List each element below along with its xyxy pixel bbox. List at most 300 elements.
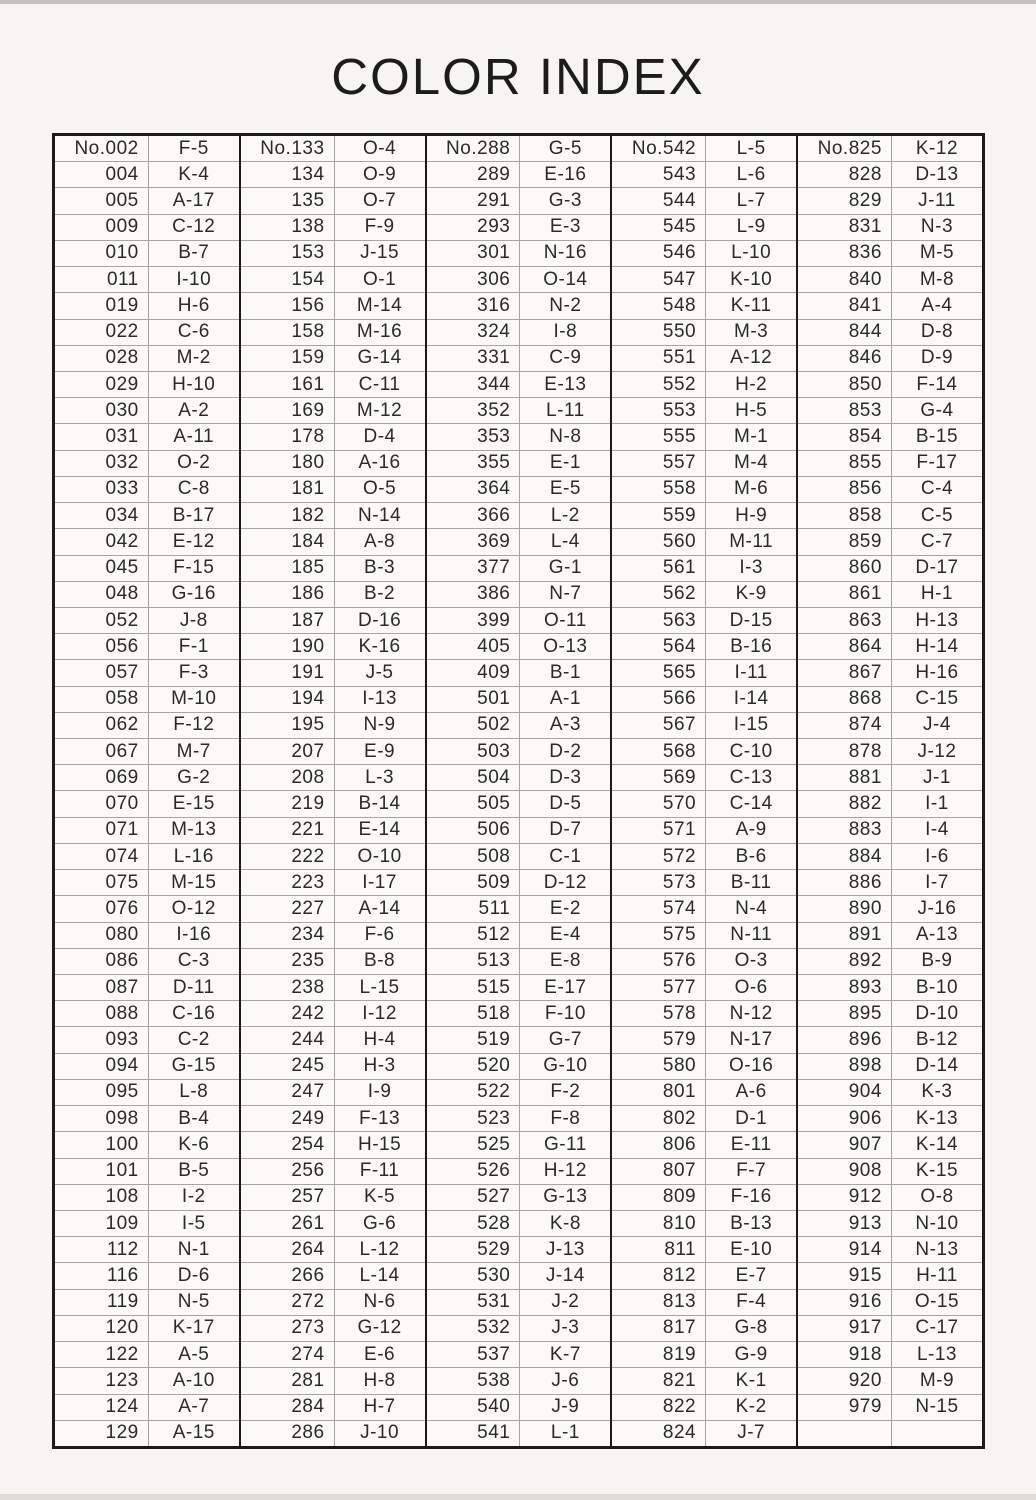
table-row (427, 1026, 611, 1052)
color-code-cell: N-7 (549, 583, 582, 605)
table-row (798, 633, 982, 659)
color-code-cell: C-14 (729, 793, 773, 815)
color-code-cell: F-15 (173, 557, 215, 579)
table-row (55, 345, 239, 371)
color-number-cell: 124 (55, 1395, 149, 1420)
color-number-cell: 005 (55, 188, 149, 213)
table-row (612, 738, 796, 764)
color-number-cell: 184 (241, 529, 335, 554)
color-code-cell: C-8 (177, 478, 210, 500)
table-row (798, 1158, 982, 1184)
color-number-cell: 856 (798, 477, 892, 502)
table-row (427, 764, 611, 790)
table-row (612, 371, 796, 397)
color-code-cell: H-10 (172, 373, 216, 395)
color-number-cell: 242 (241, 1001, 335, 1026)
table-row (241, 240, 425, 266)
table-row (427, 502, 611, 528)
color-code-cell: N-12 (729, 1002, 773, 1024)
color-code-cell: N-3 (920, 216, 954, 238)
color-number-cell: 552 (612, 372, 706, 397)
color-number-cell: 045 (55, 556, 149, 581)
color-number-cell: 829 (798, 188, 892, 213)
color-code-cell: F-16 (730, 1186, 772, 1208)
color-code-cell: N-15 (915, 1396, 959, 1418)
color-number-cell: 386 (427, 582, 521, 607)
table-row (798, 292, 982, 318)
color-number-cell: 896 (798, 1027, 892, 1052)
color-number-cell: 135 (241, 188, 335, 213)
table-row (55, 948, 239, 974)
color-number-cell: 291 (427, 188, 521, 213)
color-number-cell: 399 (427, 608, 521, 633)
color-code-cell: J-5 (365, 661, 394, 683)
table-row (798, 843, 982, 869)
color-number-cell: 844 (798, 320, 892, 345)
color-code-cell: K-4 (178, 163, 210, 185)
color-code-cell: G-13 (543, 1186, 588, 1208)
color-number-cell: 221 (241, 818, 335, 843)
table-row (798, 136, 982, 161)
color-number-cell: 575 (612, 923, 706, 948)
color-code-cell: E-13 (544, 373, 587, 395)
table-row (241, 1367, 425, 1393)
color-number-cell: 812 (612, 1263, 706, 1288)
table-row (798, 1420, 982, 1446)
color-code-cell: M-2 (176, 347, 211, 369)
color-number-cell: 543 (612, 162, 706, 187)
table-row (55, 633, 239, 659)
table-row (427, 1184, 611, 1210)
color-code-cell: H-12 (543, 1160, 587, 1182)
table-row (241, 974, 425, 1000)
color-code-cell: A-5 (178, 1343, 210, 1365)
table-row (427, 555, 611, 581)
table-row (241, 790, 425, 816)
color-number-cell: 032 (55, 451, 149, 476)
color-number-cell: 544 (612, 188, 706, 213)
color-number-cell: 859 (798, 529, 892, 554)
color-code-cell: K-2 (735, 1396, 767, 1418)
table-row (241, 869, 425, 895)
table-row (241, 895, 425, 921)
color-code-cell: G-16 (171, 583, 216, 605)
color-number-cell: 344 (427, 372, 521, 397)
color-code-cell: J-9 (551, 1396, 580, 1418)
table-row (427, 738, 611, 764)
color-code-cell: O-9 (362, 163, 397, 185)
color-code-cell: H-5 (735, 399, 768, 421)
color-code-cell: E-15 (172, 793, 215, 815)
color-code-cell: K-7 (549, 1343, 581, 1365)
color-code-cell: E-4 (549, 924, 581, 946)
table-row (612, 1000, 796, 1026)
color-number-cell: 868 (798, 687, 892, 712)
color-number-cell: 180 (241, 451, 335, 476)
table-row (798, 1315, 982, 1341)
table-row (241, 1079, 425, 1105)
color-number-cell: 913 (798, 1211, 892, 1236)
color-code-cell: B-17 (172, 504, 215, 526)
color-code-cell: M-12 (356, 399, 403, 421)
table-row (427, 843, 611, 869)
color-code-cell: N-17 (729, 1029, 773, 1051)
table-row (427, 1394, 611, 1420)
color-code-cell: A-15 (172, 1422, 215, 1444)
color-number-cell: 235 (241, 949, 335, 974)
color-code-cell: F-10 (544, 1002, 586, 1024)
color-code-cell: A-4 (921, 294, 953, 316)
table-row (427, 1315, 611, 1341)
color-number-cell: 538 (427, 1368, 521, 1393)
table-row (55, 214, 239, 240)
color-number-cell: 518 (427, 1001, 521, 1026)
table-row (55, 1158, 239, 1184)
color-number-cell: 547 (612, 267, 706, 292)
color-code-cell: E-3 (549, 216, 581, 238)
table-row (427, 633, 611, 659)
color-number-cell: 405 (427, 634, 521, 659)
color-code-cell: I-10 (176, 268, 212, 290)
table-row (612, 1158, 796, 1184)
table-row (241, 1184, 425, 1210)
color-code-cell: L-15 (359, 976, 400, 998)
table-row (798, 240, 982, 266)
table-row (55, 817, 239, 843)
color-number-cell: 811 (612, 1237, 706, 1262)
color-code-cell: A-9 (735, 819, 767, 841)
color-code-cell: G-5 (548, 137, 582, 159)
color-code-cell: D-11 (172, 976, 215, 998)
color-code-cell: G-3 (548, 190, 582, 212)
color-number-cell: 861 (798, 582, 892, 607)
color-number-cell: 281 (241, 1368, 335, 1393)
color-number-cell (798, 1421, 892, 1446)
column-group-4 (610, 136, 796, 1446)
color-number-cell: 011 (55, 267, 149, 292)
color-number-cell: 178 (241, 424, 335, 449)
color-number-cell: 504 (427, 765, 521, 790)
color-code-cell: B-3 (364, 557, 396, 579)
table-row (241, 187, 425, 213)
color-number-cell: 908 (798, 1159, 892, 1184)
color-number-cell: 840 (798, 267, 892, 292)
color-number-cell: 256 (241, 1159, 335, 1184)
color-code-cell: I-8 (553, 321, 578, 343)
table-row (798, 659, 982, 685)
color-code-cell: B-11 (730, 871, 772, 893)
table-row (427, 1289, 611, 1315)
table-row (427, 476, 611, 502)
table-row (55, 187, 239, 213)
color-number-cell: 560 (612, 529, 706, 554)
color-number-cell: 364 (427, 477, 521, 502)
table-row (427, 581, 611, 607)
color-number-cell: 186 (241, 582, 335, 607)
table-row (798, 895, 982, 921)
table-row (427, 528, 611, 554)
color-code-cell: E-12 (172, 530, 215, 552)
color-number-cell: 261 (241, 1211, 335, 1236)
color-code-cell: J-2 (551, 1291, 580, 1313)
color-number-cell: 502 (427, 713, 521, 738)
color-number-cell: 557 (612, 451, 706, 476)
color-number-cell: 828 (798, 162, 892, 187)
color-number-cell: 075 (55, 870, 149, 895)
table-row (612, 633, 796, 659)
color-number-cell: 187 (241, 608, 335, 633)
table-row (798, 450, 982, 476)
color-code-cell: O-11 (543, 609, 587, 631)
color-code-cell: C-1 (549, 845, 582, 867)
color-number-cell: 513 (427, 949, 521, 974)
color-code-cell: D-15 (729, 609, 773, 631)
table-row (798, 738, 982, 764)
color-code-cell: O-7 (362, 190, 397, 212)
color-code-cell: B-6 (735, 845, 767, 867)
color-number-cell: 558 (612, 477, 706, 502)
table-row (241, 555, 425, 581)
color-number-cell: 154 (241, 267, 335, 292)
color-number-cell: 807 (612, 1159, 706, 1184)
color-code-cell: H-13 (915, 609, 959, 631)
color-code-cell: A-13 (915, 924, 959, 946)
table-row (612, 266, 796, 292)
color-number-cell: 580 (612, 1054, 706, 1079)
table-row (55, 555, 239, 581)
color-number-cell: 541 (427, 1421, 521, 1446)
color-number-cell: 515 (427, 975, 521, 1000)
table-row (241, 712, 425, 738)
table-row (55, 1394, 239, 1420)
color-code-cell: L-11 (546, 399, 585, 421)
table-row (798, 817, 982, 843)
color-number-cell: 566 (612, 687, 706, 712)
table-row (612, 423, 796, 449)
color-number-cell: 914 (798, 1237, 892, 1262)
color-code-cell: I-5 (181, 1212, 206, 1234)
color-number-cell: 540 (427, 1395, 521, 1420)
color-code-cell: N-11 (730, 924, 773, 946)
color-code-cell: O-12 (171, 897, 216, 919)
table-row (798, 712, 982, 738)
color-number-cell: 505 (427, 791, 521, 816)
color-code-cell: K-13 (915, 1107, 959, 1129)
color-code-cell: L-3 (365, 766, 395, 788)
color-number-cell: No.002 (55, 136, 149, 161)
color-code-cell: M-4 (734, 452, 769, 474)
table-row (612, 922, 796, 948)
table-row (612, 345, 796, 371)
table-row (798, 1079, 982, 1105)
color-code-cell: H-11 (916, 1265, 958, 1287)
table-row (612, 843, 796, 869)
color-code-cell: I-6 (925, 845, 949, 867)
table-row (798, 397, 982, 423)
table-row (427, 161, 611, 187)
color-number-cell: 574 (612, 896, 706, 921)
color-number-cell: 562 (612, 582, 706, 607)
color-code-cell: M-10 (171, 688, 217, 710)
color-code-cell: C-2 (177, 1029, 210, 1051)
color-code-cell: O-4 (362, 137, 397, 159)
table-row (55, 974, 239, 1000)
color-number-cell: 042 (55, 529, 149, 554)
color-number-cell: 548 (612, 293, 706, 318)
table-row (612, 502, 796, 528)
color-code-cell: O-13 (543, 635, 588, 657)
table-row (241, 1341, 425, 1367)
color-code-cell: D-16 (357, 609, 402, 631)
table-row (427, 869, 611, 895)
table-row (241, 686, 425, 712)
color-number-cell: 854 (798, 424, 892, 449)
color-code-cell: E-7 (735, 1265, 767, 1287)
table-row (427, 345, 611, 371)
color-number-cell: 057 (55, 660, 149, 685)
table-row (798, 607, 982, 633)
color-number-cell: 185 (241, 556, 335, 581)
table-row (55, 450, 239, 476)
table-row (55, 423, 239, 449)
color-code-cell: N-14 (357, 504, 402, 526)
table-row (427, 1420, 611, 1446)
color-code-cell: N-1 (177, 1238, 210, 1260)
color-number-cell: 194 (241, 687, 335, 712)
color-number-cell: 116 (55, 1263, 149, 1288)
color-number-cell: 273 (241, 1316, 335, 1341)
color-number-cell: 093 (55, 1027, 149, 1052)
table-row (55, 790, 239, 816)
color-code-cell: I-11 (734, 661, 768, 683)
table-row (798, 764, 982, 790)
color-code-cell: F-1 (178, 635, 209, 657)
color-number-cell: 895 (798, 1001, 892, 1026)
color-code-cell: J-7 (737, 1422, 766, 1444)
color-number-cell: 366 (427, 503, 521, 528)
color-number-cell: 324 (427, 320, 521, 345)
color-code-cell: D-9 (920, 347, 954, 369)
color-number-cell: 571 (612, 818, 706, 843)
color-code-cell: C-13 (729, 766, 773, 788)
color-number-cell: 530 (427, 1263, 521, 1288)
color-code-cell: C-16 (172, 1002, 216, 1024)
table-row (612, 450, 796, 476)
table-row (612, 1289, 796, 1315)
color-number-cell: 112 (55, 1237, 149, 1262)
table-row (241, 266, 425, 292)
color-code-cell: I-4 (925, 819, 949, 841)
color-code-cell: N-16 (543, 242, 587, 264)
color-code-cell: J-15 (360, 242, 400, 264)
color-code-cell: G-10 (543, 1055, 588, 1077)
table-row (612, 974, 796, 1000)
table-row (241, 817, 425, 843)
color-code-cell: J-13 (545, 1238, 585, 1260)
color-number-cell: 527 (427, 1185, 521, 1210)
color-code-cell: G-1 (548, 557, 582, 579)
table-row (427, 1367, 611, 1393)
table-row (612, 1053, 796, 1079)
table-row (612, 1079, 796, 1105)
color-code-cell: H-4 (363, 1029, 396, 1051)
color-code-cell: J-14 (545, 1265, 585, 1287)
color-code-cell: K-11 (730, 294, 772, 316)
table-row (55, 1262, 239, 1288)
color-code-cell: N-8 (549, 426, 582, 448)
color-code-cell: L-2 (550, 504, 580, 526)
color-number-cell: 906 (798, 1106, 892, 1131)
color-number-cell: 528 (427, 1211, 521, 1236)
table-row (612, 161, 796, 187)
color-number-cell: 033 (55, 477, 149, 502)
color-code-cell: L-14 (359, 1265, 400, 1287)
color-number-cell: 890 (798, 896, 892, 921)
color-number-cell: 886 (798, 870, 892, 895)
color-number-cell: 056 (55, 634, 149, 659)
color-number-cell: 022 (55, 320, 149, 345)
table-row (55, 712, 239, 738)
color-number-cell: 509 (427, 870, 521, 895)
color-number-cell: 289 (427, 162, 521, 187)
color-number-cell: 523 (427, 1106, 521, 1131)
table-row (798, 686, 982, 712)
color-code-cell: A-10 (172, 1369, 215, 1391)
color-number-cell: 810 (612, 1211, 706, 1236)
color-number-cell: 293 (427, 215, 521, 240)
color-code-cell: E-5 (549, 478, 581, 500)
color-number-cell: 836 (798, 241, 892, 266)
table-row (427, 1210, 611, 1236)
color-code-cell: J-3 (551, 1317, 580, 1339)
table-row (798, 161, 982, 187)
color-number-cell: 920 (798, 1368, 892, 1393)
color-number-cell: 801 (612, 1080, 706, 1105)
color-code-cell: K-15 (915, 1160, 959, 1182)
color-code-cell: N-2 (549, 294, 582, 316)
color-code-cell: I-12 (362, 1002, 397, 1024)
table-row (427, 974, 611, 1000)
table-row (612, 292, 796, 318)
table-row (55, 528, 239, 554)
color-number-cell: 264 (241, 1237, 335, 1262)
color-code-cell: O-6 (734, 976, 768, 998)
color-code-cell: O-2 (177, 452, 211, 474)
color-number-cell: 100 (55, 1132, 149, 1157)
color-number-cell: 573 (612, 870, 706, 895)
color-number-cell: 182 (241, 503, 335, 528)
table-row (612, 790, 796, 816)
column-group-3 (425, 136, 611, 1446)
color-code-cell: G-8 (734, 1317, 768, 1339)
table-row (55, 136, 239, 161)
color-code-cell: J-4 (923, 714, 951, 736)
color-number-cell: 520 (427, 1054, 521, 1079)
color-code-cell: H-1 (920, 583, 954, 605)
color-number-cell: 109 (55, 1211, 149, 1236)
table-row (55, 292, 239, 318)
color-number-cell: 409 (427, 660, 521, 685)
color-number-cell: 062 (55, 713, 149, 738)
table-row (241, 1210, 425, 1236)
color-code-cell: M-1 (734, 426, 769, 448)
color-code-cell: J-6 (551, 1369, 580, 1391)
color-number-cell: 531 (427, 1290, 521, 1315)
color-number-cell: 095 (55, 1080, 149, 1105)
color-code-cell: D-7 (549, 819, 582, 841)
color-code-cell: B-2 (364, 583, 396, 605)
table-row (241, 1158, 425, 1184)
